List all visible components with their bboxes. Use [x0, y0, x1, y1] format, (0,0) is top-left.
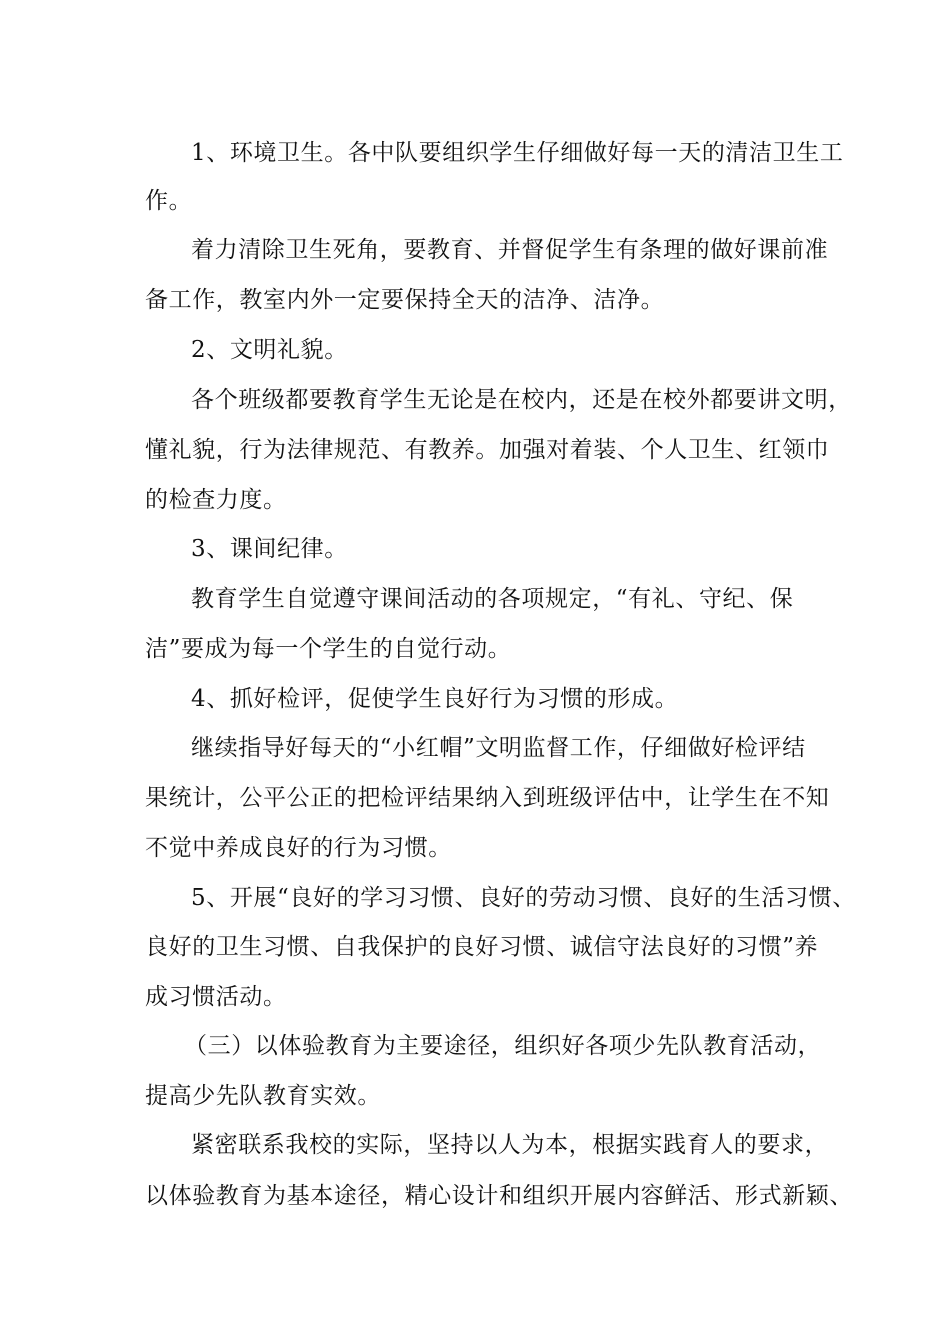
paragraph-line: 各个班级都要教育学生无论是在校内，还是在校外都要讲文明，	[191, 387, 852, 413]
paragraph-line: 备工作，教室内外一定要保持全天的洁净、洁净。	[145, 287, 665, 313]
paragraph-line: 提高少先队教育实效。	[145, 1083, 381, 1109]
paragraph-line: 不觉中养成良好的行为习惯。	[145, 835, 452, 861]
section-heading-line: 4、抓好检评，促使学生良好行为习惯的形成。	[191, 686, 679, 712]
paragraph-line: 成习惯活动。	[145, 984, 287, 1010]
section-heading-line: 2、文明礼貌。	[191, 337, 348, 363]
paragraph-line: 1、环境卫生。各中队要组织学生仔细做好每一天的清洁卫生工	[191, 140, 844, 166]
paragraph-line: 的检查力度。	[145, 487, 287, 513]
paragraph-line: 继续指导好每天的“小红帽”文明监督工作，仔细做好检评结	[191, 735, 806, 761]
paragraph-line: 良好的卫生习惯、自我保护的良好习惯、诚信守法良好的习惯”养	[145, 934, 819, 960]
paragraph-line: 懂礼貌，行为法律规范、有教养。加强对着装、个人卫生、红领巾	[145, 437, 830, 463]
section-heading-line: 5、开展“良好的学习习惯、良好的劳动习惯、良好的生活习惯、	[191, 885, 856, 911]
section-heading-line: （三）以体验教育为主要途径，组织好各项少先队教育活动，	[184, 1033, 822, 1059]
paragraph-line: 着力清除卫生死角，要教育、并督促学生有条理的做好课前准	[191, 237, 829, 263]
paragraph-line: 洁”要成为每一个学生的自觉行动。	[145, 636, 512, 662]
paragraph-line: 果统计，公平公正的把检评结果纳入到班级评估中，让学生在不知	[145, 785, 830, 811]
paragraph-line: 教育学生自觉遵守课间活动的各项规定，“有礼、守纪、保	[191, 586, 794, 612]
paragraph-line: 紧密联系我校的实际，坚持以人为本，根据实践育人的要求，	[191, 1132, 829, 1158]
section-heading-line: 3、课间纪律。	[191, 536, 348, 562]
paragraph-line: 作。	[145, 188, 193, 214]
paragraph-line: 以体验教育为基本途径，精心设计和组织开展内容鲜活、形式新颖、	[145, 1183, 853, 1209]
